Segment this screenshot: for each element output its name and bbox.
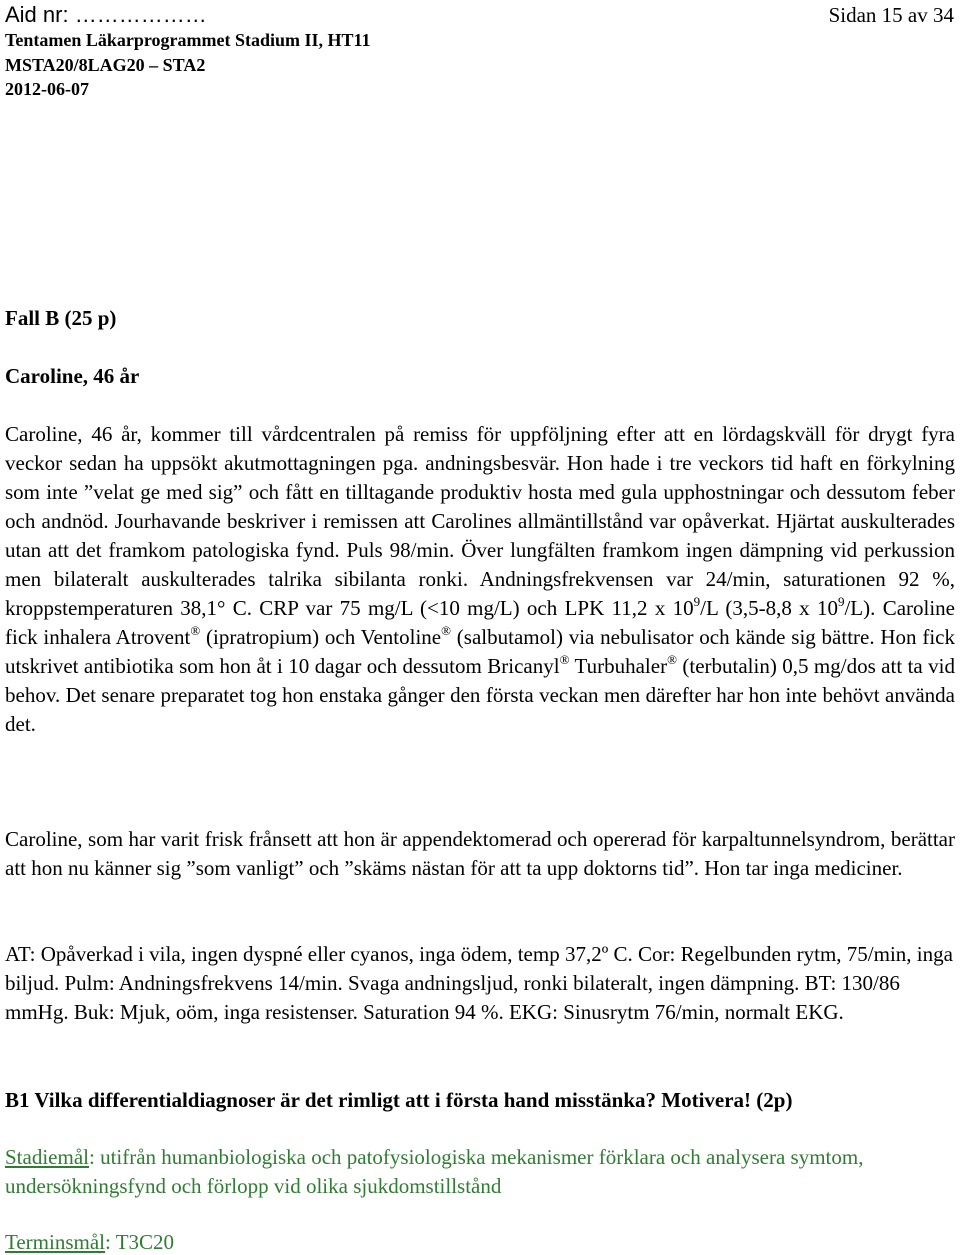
- registered-trademark-mark: ®: [667, 652, 677, 667]
- exponent-superscript: 9: [837, 594, 845, 609]
- registered-trademark-mark: ®: [559, 652, 570, 667]
- case-text-2: /L (3,5-8,8 x 10: [700, 596, 838, 620]
- term-goal: [5, 1229, 174, 1255]
- aid-number-field: Aid nr: ………………: [5, 2, 207, 27]
- patient-heading: Caroline, 46 år: [5, 364, 140, 388]
- case-text-7: (terbutalin) 0,5 mg/dos att ta vid behov. Det senare preparatet tog hon enstaka gånger den första veckan men därefter har hon inte behövt använda det.: [5, 654, 955, 736]
- page-number: Sidan 15 av 34: [828, 3, 954, 27]
- term-goal-label: Terminsmål: [5, 1230, 106, 1254]
- examination-findings-paragraph: AT: Opåverkad i vila, ingen dyspné eller cyanos, inga ödem, temp 37,2º C. Cor: Regelbunden rytm, 75/min, inga biljud. Pulm: Andningsfrekvens 14/min. Svaga andningsljud, ronki bilateralt, ingen dämpning. BT: 130/86 mmHg. Buk: Mjuk, oöm, inga resistenser. Saturation 94 %. EKG: Sinusrytm 76/min, normalt EKG.: [5, 942, 953, 1024]
- case-history-paragraph: [5, 420, 955, 739]
- question-b1: B1 Vilka differentialdiagnoser är det rimligt att i första hand misstänka? Motivera! (2p): [5, 1088, 793, 1112]
- registered-trademark-mark: ®: [190, 623, 201, 638]
- registered-trademark-mark: ®: [441, 623, 452, 638]
- medical-history-paragraph: Caroline, som har varit frisk frånsett att hon är appendektomerad och opererad för karpaltunnelsyndrom, berättar att hon nu känner sig ”som vanligt” och ”skäms nästan för att ta upp doktorns tid”. Hon tar inga mediciner.: [5, 827, 955, 880]
- stadium-goal-text: : utifrån humanbiologiska och patofysiologiska mekanismer förklara och analysera symtom, undersökningsfynd och förlopp vid olika sjukdomstillstånd: [5, 1145, 864, 1198]
- exam-date: 2012-06-07: [5, 79, 89, 99]
- exponent-superscript: 9: [693, 594, 701, 609]
- case-text-5: (salbutamol) via nebulisator och kände sig bättre. Hon fick utskrivet antibiotika som hon åt i 10 dagar och dessutom Bricanyl: [5, 625, 955, 678]
- exam-title: Tentamen Läkarprogrammet Stadium II, HT11: [5, 30, 371, 50]
- stadium-goal: [5, 1143, 955, 1201]
- case-text-4: (ipratropium) och Ventoline: [200, 625, 442, 649]
- course-code: MSTA20/8LAG20 – STA2: [5, 55, 206, 75]
- case-title: Fall B (25 p): [5, 306, 117, 330]
- case-text-1: Caroline, 46 år, kommer till vårdcentralen på remiss för uppföljning efter att en lördagskväll för drygt fyra veckor sedan ha uppsökt akutmottagningen pga. andningsbesvär. Hon hade i tre veckors tid haft en förkylning som inte ”velat ge med sig” och fått en tilltagande produktiv hosta med gula upphostningar och dessutom feber och andnöd. Jourhavande beskriver i remissen att Carolines allmäntillstånd var opåverkat. Hjärtat auskulterades utan att det framkom patologiska fynd. Puls 98/min. Över lungfälten framkom ingen dämpning vid perkussion men bilateralt auskulterades talrika sibilanta ronki. Andningsfrekvensen var 24/min, saturationen 92 %, kroppstemperaturen 38,1° C. CRP var 75 mg/L (<10 mg/L) och LPK 11,2 x 10: [5, 422, 955, 620]
- case-text-3: /L). Caroline fick inhalera Atrovent: [5, 596, 955, 649]
- case-text-6: Turbuhaler: [569, 654, 668, 678]
- stadium-goal-label: Stadiemål: [5, 1145, 89, 1169]
- term-goal-text: : T3C20: [105, 1230, 175, 1254]
